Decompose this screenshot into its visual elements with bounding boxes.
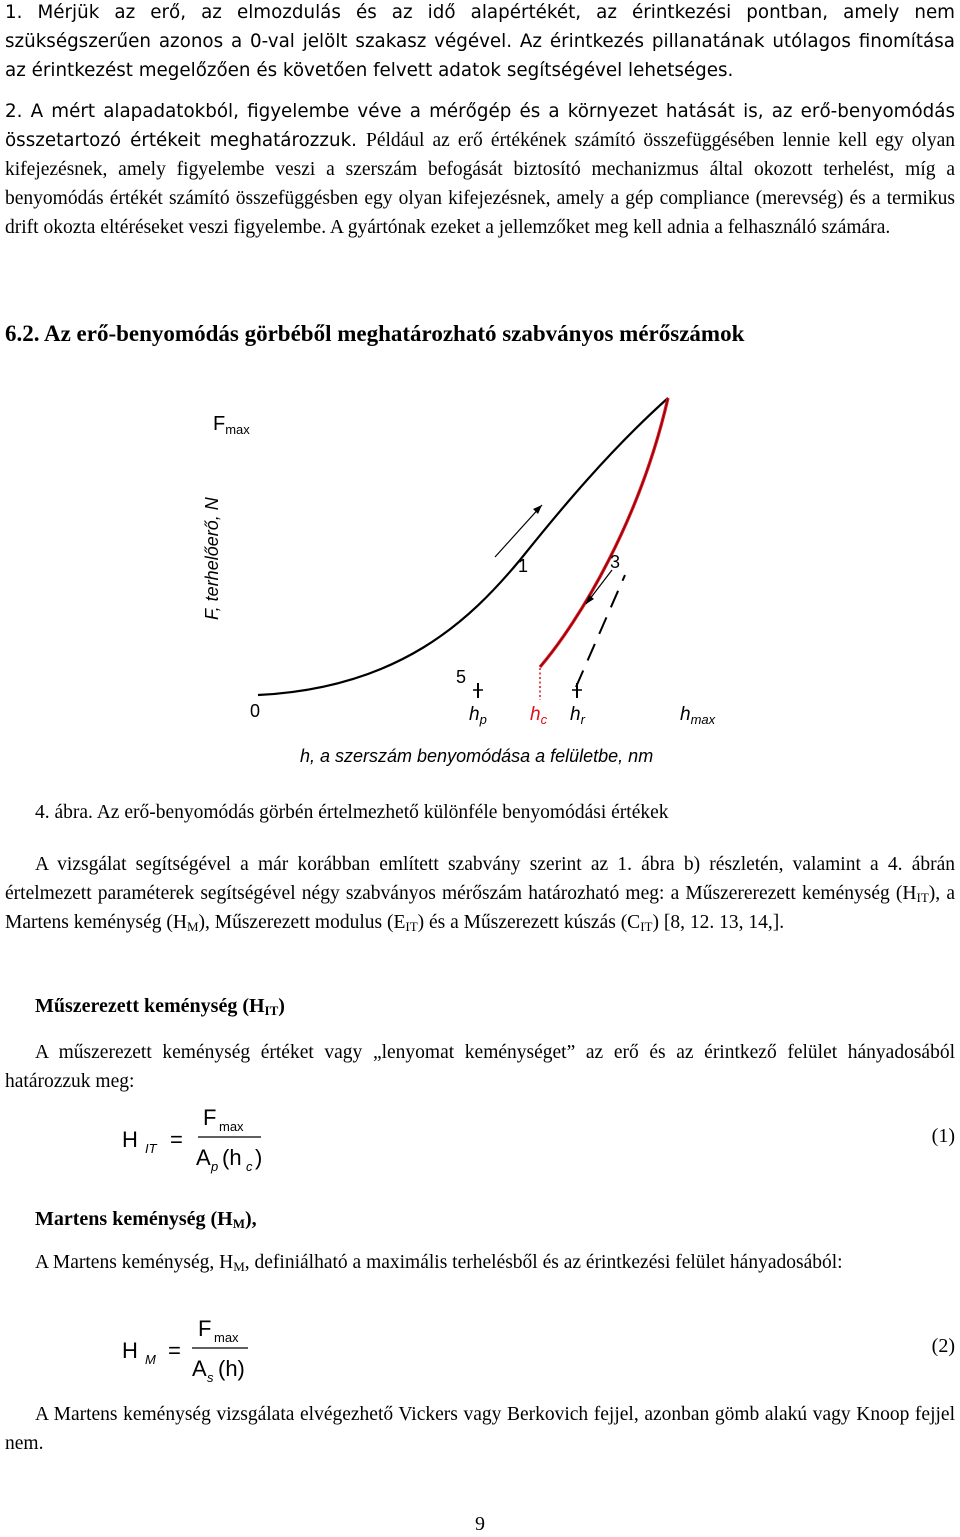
svg-text:c: c: [246, 1159, 253, 1174]
hc-label: $h_c$: [530, 704, 548, 727]
svg-text:A: A: [196, 1145, 211, 1170]
svg-text:s: s: [207, 1370, 214, 1385]
p3-sub-3: IT: [405, 919, 418, 934]
p3-sub-4: IT: [640, 919, 653, 934]
paragraph-6: A Martens keménység vizsgálata elvégezhető Vickers vagy Berkovich fejjel, azonban gömb alakú vagy Knoop fejjel nem.: [5, 1404, 955, 1454]
svg-text:M: M: [145, 1352, 156, 1367]
svg-text:=: =: [170, 1127, 183, 1152]
label-1: 1: [518, 556, 529, 576]
hp-label: $h_p$: [469, 704, 487, 727]
svg-text:A: A: [192, 1356, 207, 1381]
unloading-curve-dark: [540, 398, 668, 667]
svg-text:IT: IT: [145, 1141, 157, 1156]
x-axis-label: h, a szerszám benyomódása a felületbe, nm: [300, 746, 654, 766]
svg-text:H: H: [122, 1127, 138, 1152]
svg-text:max: max: [214, 1330, 239, 1345]
p3-text-1: A vizsgálat segítségével a már korábban említett szabvány szerint az 1. ábra b) részletén, valamint a 4. ábrán értelmezett paraméterek segítségével négy szabványos mérőszám határozható meg: a Műszererezett keménység (H: [5, 854, 955, 904]
label-5: 5: [456, 667, 467, 687]
p3-text-2: ), a Martens keménység (H: [5, 883, 955, 933]
paragraph-3: [5, 850, 955, 937]
tangent-line: [576, 575, 625, 687]
equation-2-number: (2): [931, 1335, 955, 1357]
svg-text:H: H: [122, 1338, 138, 1363]
paragraph-4: A műszerezett keménység értéket vagy „lenyomat keménységet” az erő és az érintkező felület hányadosából határozzuk meg:: [5, 1042, 955, 1092]
svg-text:max: max: [219, 1119, 244, 1134]
fmax-label: $F_{max}$: [213, 413, 250, 437]
page-number: 9: [475, 1513, 485, 1535]
paragraph-2: [5, 97, 955, 242]
svg-text:F: F: [203, 1105, 217, 1130]
figure-caption: 4. ábra. Az erő-benyomódás görbén értelmezhető különféle benyomódási értékek: [35, 802, 669, 823]
arrow-1: [495, 505, 542, 557]
unloading-curve: [540, 398, 668, 667]
p3-text-4: ) és a Műszerezett kúszás (C: [417, 912, 641, 933]
equation-1: [118, 1105, 418, 1175]
svg-text:(h): (h): [218, 1356, 245, 1381]
paragraph-2-part-a: 2. A mért alapadatokból, figyelembe véve a mérőgép és a környezet hatását is, az erő-benyomódás összetartozó értékeit meghatározzuk.: [5, 101, 955, 151]
heading-instrumented-hardness: Műszerezett keménység $(H_{IT})$: [35, 995, 285, 1018]
loading-curve: [258, 398, 668, 695]
p3-text-5: ) [8, 12. 13, 14,].: [652, 912, 785, 933]
origin-label: 0: [250, 701, 261, 721]
p3-sub-1: IT: [916, 890, 929, 905]
svg-text:F: F: [198, 1316, 212, 1341]
equation-1-number: (1): [931, 1125, 955, 1147]
svg-text:=: =: [168, 1338, 181, 1363]
p3-sub-2: M: [186, 919, 199, 934]
svg-text:): ): [255, 1145, 263, 1170]
heading-martens-hardness: Martens keménység $(H_M)$,: [35, 1208, 257, 1231]
paragraph-5: A Martens keménység, $H_M$, definiálható a maximális terhelésből és az érintkezési felület hányadosából:: [35, 1252, 843, 1274]
y-axis-label: F, terhelőerő, N: [202, 497, 222, 620]
hr-label: $h_r$: [570, 704, 585, 727]
section-title: 6.2. Az erő-benyomódás görbéből meghatározható szabványos mérőszámok: [5, 321, 745, 346]
label-3: 3: [610, 552, 621, 572]
svg-text:(h: (h: [222, 1145, 242, 1170]
paragraph-2-part-b: Például az erő értékének számító összefüggésében lennie kell egy olyan kifejezésnek, amely figyelembe veszi a szerszám befogását biztosító mechanizmus által okozott terhelést, míg a benyomódás értékét számító összefüggésben egy olyan kifejezésnek, amely a gép compliance (merevség) és a termikus drift okozta eltéréseket veszi figyelembe. A gyártónak ezeket a jellemzőket meg kell adnia a felhasználó számára.: [5, 130, 956, 238]
force-indentation-figure: [0, 370, 960, 790]
paragraph-1: 1. Mérjük az erő, az elmozdulás és az idő alapértékét, az érintkezési pontban, amely nem szükségszerűen azonos a 0-val jelölt szakasz végével. Az érintkezés pillanatának utólagos finomítása az érintkezést megelőzően és követően felvett adatok segítségével lehetséges.: [5, 2, 955, 81]
p3-text-3: ), Műszerezett modulus (E: [198, 912, 406, 933]
equation-2: [118, 1316, 418, 1386]
svg-text:p: p: [211, 1159, 219, 1174]
hmax-label: $h_{max}$: [680, 704, 716, 727]
